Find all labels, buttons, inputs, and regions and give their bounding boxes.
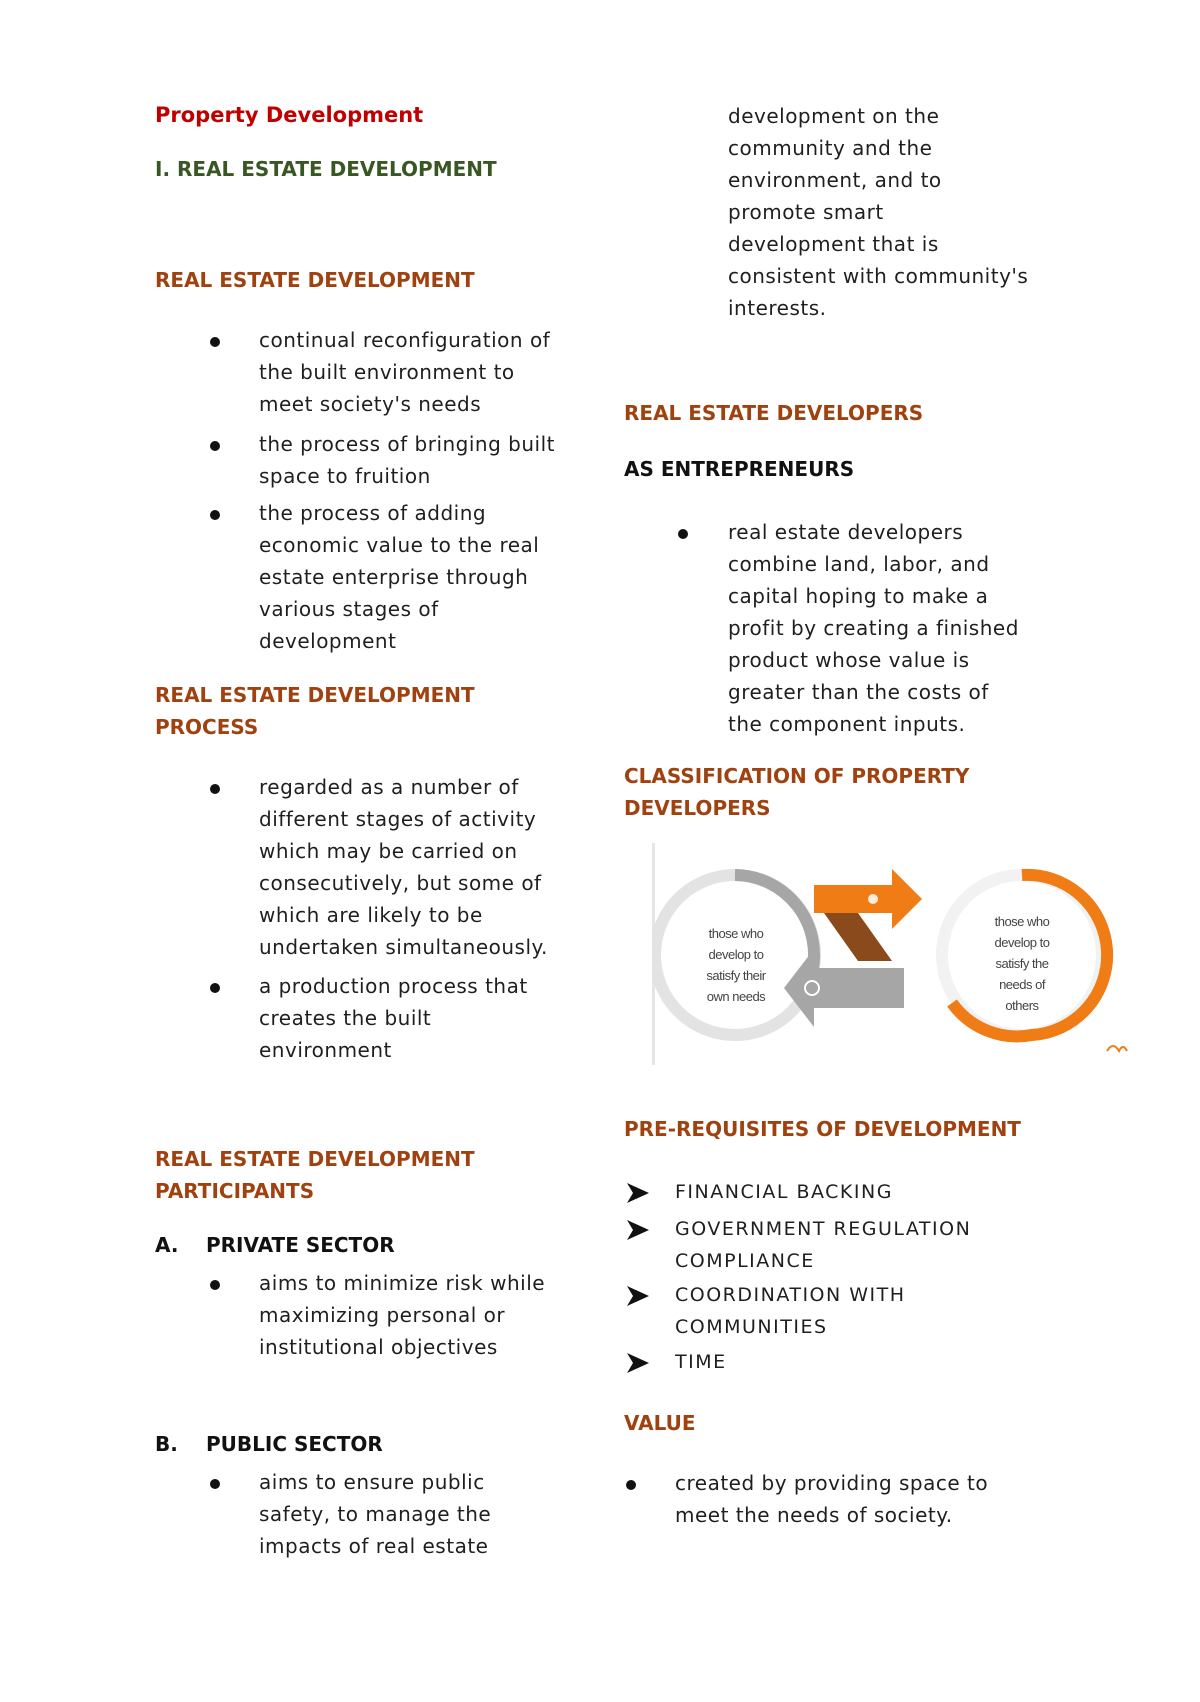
arrowhead-bullet-icon [626,1182,650,1204]
right-circle-text: those who develop to satisfy the needs of others [994,914,1050,1013]
list-item: continual reconfiguration of the built environment to meet society's needs [259,328,551,416]
arrowhead-bullet-icon [626,1352,650,1374]
list-item: FINANCIAL BACKING [675,1181,893,1203]
list-letter: A. [155,1233,179,1257]
heading-value: VALUE [624,1411,696,1435]
list-item: GOVERNMENT REGULATION COMPLIANCE [675,1218,972,1272]
document-title: Property Development [155,103,424,127]
list-item: the process of bringing built space to fruition [259,432,555,488]
list-item: TIME [675,1351,727,1373]
classification-figure [652,843,1130,1065]
list-item: regarded as a number of different stages of activity which may be carried on consecutively, but some of which are likely to be undertaken simultaneously. [259,775,548,959]
bullet-dot [210,337,220,347]
logo-mark [1107,1046,1127,1051]
bullet-dot [210,1479,220,1489]
small-icon [868,894,878,904]
list-item: created by providing space to meet the needs of society. [675,1471,989,1527]
heading-participants: REAL ESTATE DEVELOPMENT PARTICIPANTS [155,1147,475,1203]
arrowhead-bullet-icon [626,1285,650,1307]
list-item: aims to minimize risk while maximizing personal or institutional objectives [259,1271,546,1359]
bullet-dot [678,529,688,539]
bullet-dot [210,441,220,451]
list-item: real estate developers combine land, labor, and capital hoping to make a profit by creating a finished product whose value is greater than the costs of the component inputs. [728,520,1019,736]
section-title: I. REAL ESTATE DEVELOPMENT [155,157,497,181]
connector-shape [824,913,892,961]
arrowhead-bullet-icon [626,1219,650,1241]
bullet-dot [210,1280,220,1290]
heading-developers: REAL ESTATE DEVELOPERS [624,401,924,425]
entrepreneurs-label: AS ENTREPRENEURS [624,457,855,481]
heading-classification: CLASSIFICATION OF PROPERTY DEVELOPERS [624,764,970,820]
bullet-dot [210,983,220,993]
list-item: aims to ensure public safety, to manage the impacts of real estate [259,1470,492,1558]
heading-real-estate-development: REAL ESTATE DEVELOPMENT [155,268,475,292]
heading-prerequisites: PRE-REQUISITES OF DEVELOPMENT [624,1117,1021,1141]
private-sector-label: PRIVATE SECTOR [206,1233,395,1257]
list-item: a production process that creates the built environment [259,974,528,1062]
public-sector-label: PUBLIC SECTOR [206,1432,383,1456]
bullet-dot [626,1480,636,1490]
continued-text: development on the community and the environment, and to promote smart development that is consistent with community's interests. [728,104,1029,320]
list-letter: B. [155,1432,178,1456]
left-circle-text: those who develop to satisfy their own needs [706,926,766,1004]
list-item: the process of adding economic value to the real estate enterprise through various stages of development [259,501,540,653]
list-item: COORDINATION WITH COMMUNITIES [675,1284,906,1338]
bullet-dot [210,784,220,794]
heading-development-process: REAL ESTATE DEVELOPMENT PROCESS [155,683,475,739]
bullet-dot [210,510,220,520]
